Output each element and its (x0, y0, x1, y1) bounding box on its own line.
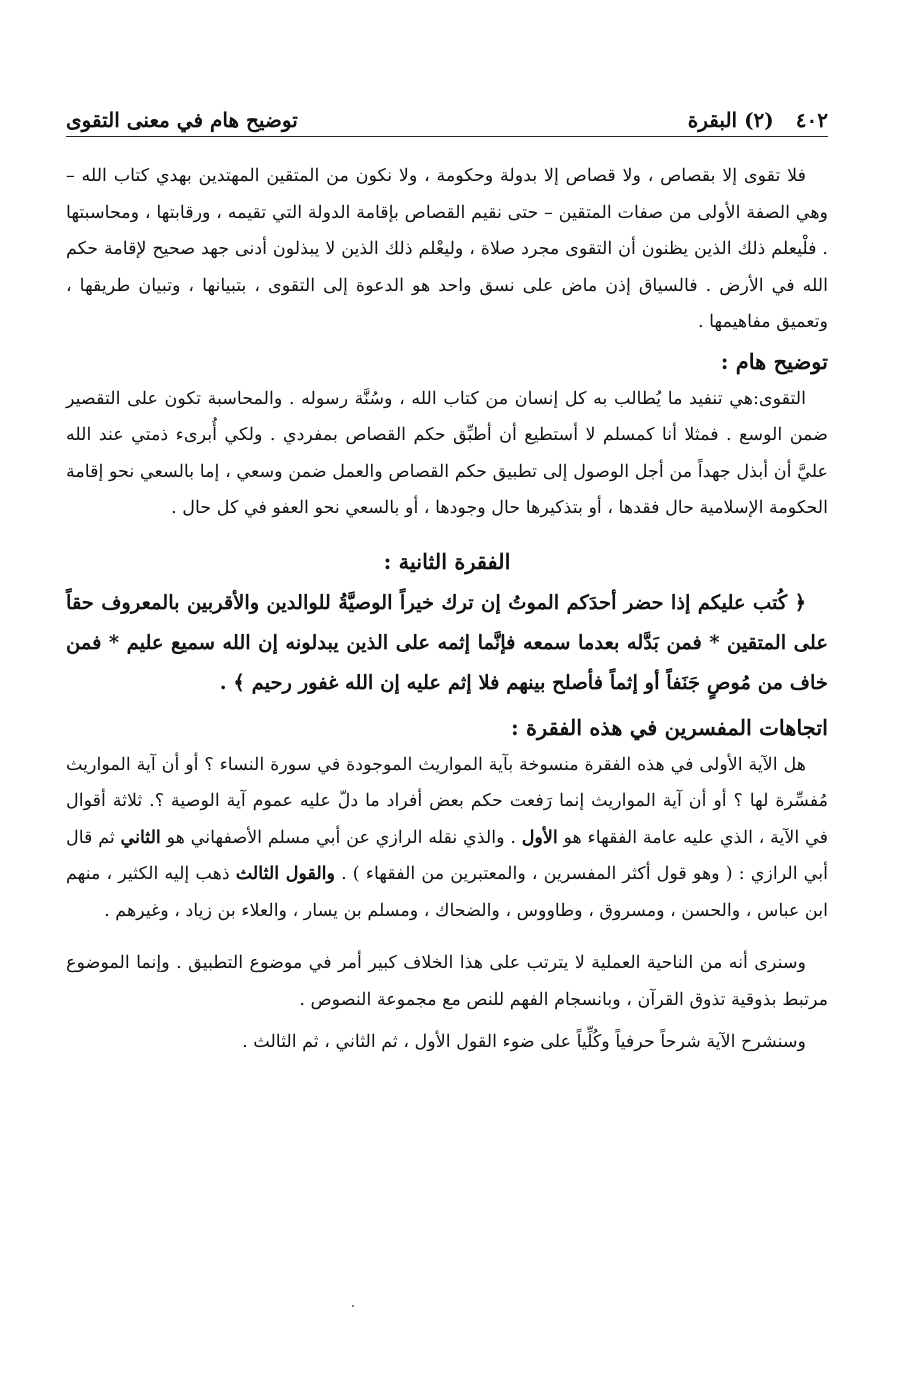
p3-bold-first: الأول (521, 827, 558, 848)
p3-bold-second: الثاني (120, 827, 161, 848)
p3-bold-third: والقول الثالث (235, 864, 335, 884)
book-page (66, 0, 828, 1383)
header-right (688, 108, 828, 132)
heading-commentators: اتجاهات المفسرين في هذه الفقرة : (510, 714, 828, 740)
p3-part-c: . والذي نقله الرازي عن أبي مسلم الأصفهاني هو (166, 827, 516, 848)
section-title: توضيح هام في معنى التقوى (66, 108, 298, 132)
heading-second-section: الفقرة الثانية : (383, 548, 511, 574)
page-body (66, 158, 828, 1061)
p3-part-a: هل الآية الأولى في هذه الفقرة منسوخة بآية المواريث الموجودة في سورة النساء ؟ أو أن آية المواريث مُفسِّرة لها ؟ أو أن آية المواريث إنما رَفعت حكم بعض أفراد ما دلّ عليه عموم آية الوصية ؟. ثلاثة أقوال في الآية ، الذي عليه عامة الفقهاء هو (66, 754, 828, 848)
chapter-label: (٢) البقرة (687, 108, 774, 132)
paragraph-4: وسنرى أنه من الناحية العملية لا يترتب على هذا الخلاف كبير أمر في موضوع التطبيق . وإنما الموضوع مرتبط بذوقية تذوق القرآن ، وبانسجام الفهم للنص مع مجموعة النصوص . (66, 953, 828, 1010)
paragraph-5: وسنشرح الآية شرحاً حرفياً وكُلِّياً على ضوء القول الأول ، ثم الثاني ، ثم الثالث . (242, 1032, 806, 1052)
paragraph-3 (66, 747, 828, 930)
heading-important-clarification: توضيح هام : (720, 348, 828, 374)
p3-part-e: ذهب إليه الكثير ، منهم ابن عباس ، والحسن ، ومسروق ، وطاووس ، والضحاك ، ومسلم بن يسار ، والعلاء بن زياد ، وغيرهم . (66, 864, 828, 921)
scan-speck (352, 1305, 354, 1307)
paragraph-2: التقوى:هي تنفيد ما يُطالب به كل إنسان من كتاب الله ، وسُنَّة رسوله . والمحاسبة تكون على التقصير ضمن الوسع . فمثلا أنا كمسلم لا أستطيع أن أطبِّق حكم القصاص بمفردي . ولكي أُبرىء ذمتي عند الله عليَّ أن أبذل جهداً من أجل الوصول إلى تطبيق حكم القصاص والعمل ضمن وسعي ، إما بالسعي نحو إقامة الحكومة الإسلامية حال فقدها ، أو بتذكيرها حال وجودها ، أو بالسعي نحو العفو في كل حال . (66, 388, 828, 518)
page-number: ٤٠٢ (795, 108, 828, 132)
quran-verse: ﴿ كُتب عليكم إذا حضر أحدَكم الموتُ إن ترك خيراً الوصيَّةُ للوالدين والأقربين بالمعروف حقاً على المتقين * فمن بَدَّله بعدما سمعه فإنَّما إثمه على الذين يبدلونه إن الله سميع عليم * فمن خاف من مُوصٍ جَنَفاً أو إثماً فأصلح بينهم فلا إثم عليه إن الله غفور رحيم ﴾ . (66, 590, 828, 694)
p3-part-d: ثم قال أبي الرازي : ( وهو قول أكثر المفسرين ، والمعتبرين من الفقهاء ) . (66, 827, 828, 884)
paragraph-1: فلا تقوى إلا بقصاص ، ولا قصاص إلا بدولة وحكومة ، ولا نكون من المتقين المهتدين بهدي كتاب الله – وهي الصفة الأولى من صفات المتقين – حتى نقيم القصاص بإقامة الدولة التي تقيمه ، ورقابتها ، ومحاسبتها . فلْيعلم ذلك الذين يظنون أن التقوى مجرد صلاة ، وليعْلم ذلك الذين لا يبذلون أدنى جهد صحيح لإقامة حكم الله في الأرض . فالسياق إذن ماض على نسق واحد هو الدعوة إلى التقوى ، بتبيانها ، وتبيان طريقها ، وتعميق مفاهيمها . (66, 166, 828, 332)
running-header (66, 98, 828, 137)
